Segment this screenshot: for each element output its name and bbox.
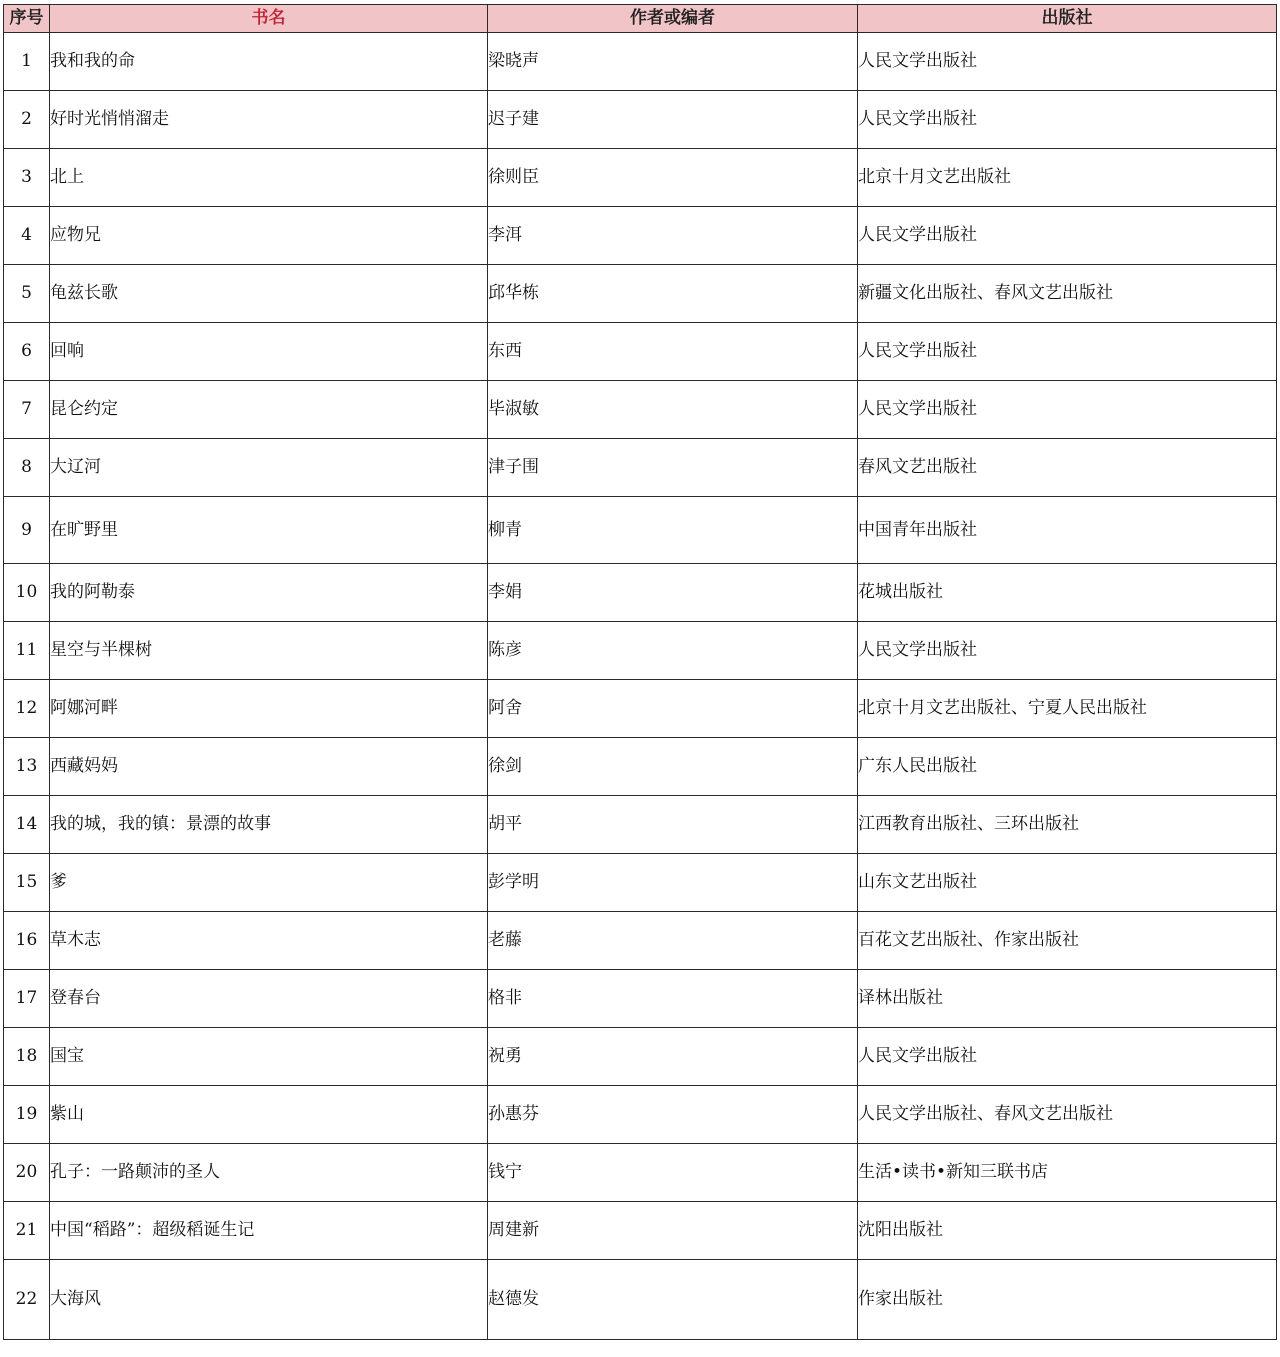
- table-row[interactable]: [4, 622, 1277, 680]
- cell-index[interactable]: 1: [4, 33, 50, 91]
- book-list-table: [3, 4, 1277, 1340]
- cell-title[interactable]: 我和我的命: [50, 33, 488, 91]
- cell-title[interactable]: 北上: [50, 149, 488, 207]
- cell-author[interactable]: 格非: [488, 970, 858, 1028]
- cell-publisher[interactable]: 江西教育出版社、三环出版社: [858, 796, 1277, 854]
- cell-author[interactable]: 阿舍: [488, 680, 858, 738]
- cell-title[interactable]: 好时光悄悄溜走: [50, 91, 488, 149]
- cell-title[interactable]: 登春台: [50, 970, 488, 1028]
- table-row[interactable]: [4, 323, 1277, 381]
- cell-author[interactable]: 梁晓声: [488, 33, 858, 91]
- header-author[interactable]: 作者或编者: [488, 5, 858, 33]
- cell-author[interactable]: 李洱: [488, 207, 858, 265]
- cell-title[interactable]: 龟兹长歌: [50, 265, 488, 323]
- cell-author[interactable]: 东西: [488, 323, 858, 381]
- cell-title[interactable]: 我的城，我的镇：景漂的故事: [50, 796, 488, 854]
- cell-index[interactable]: 7: [4, 381, 50, 439]
- cell-index[interactable]: 4: [4, 207, 50, 265]
- cell-publisher[interactable]: 人民文学出版社: [858, 33, 1277, 91]
- cell-author[interactable]: 迟子建: [488, 91, 858, 149]
- table-row[interactable]: [4, 497, 1277, 564]
- table-header: [4, 5, 1277, 33]
- cell-publisher[interactable]: 广东人民出版社: [858, 738, 1277, 796]
- cell-publisher[interactable]: 译林出版社: [858, 970, 1277, 1028]
- cell-author[interactable]: 赵德发: [488, 1260, 858, 1340]
- table-row[interactable]: [4, 1144, 1277, 1202]
- cell-publisher[interactable]: 人民文学出版社: [858, 381, 1277, 439]
- cell-author[interactable]: 周建新: [488, 1202, 858, 1260]
- table-row[interactable]: [4, 439, 1277, 497]
- cell-author[interactable]: 钱宁: [488, 1144, 858, 1202]
- table-row[interactable]: [4, 564, 1277, 622]
- cell-title[interactable]: 草木志: [50, 912, 488, 970]
- cell-author[interactable]: 老藤: [488, 912, 858, 970]
- cell-index[interactable]: 5: [4, 265, 50, 323]
- cell-index[interactable]: 12: [4, 680, 50, 738]
- table-row[interactable]: [4, 1260, 1277, 1340]
- cell-index[interactable]: 3: [4, 149, 50, 207]
- cell-title[interactable]: 大辽河: [50, 439, 488, 497]
- cell-index[interactable]: 17: [4, 970, 50, 1028]
- cell-publisher[interactable]: 沈阳出版社: [858, 1202, 1277, 1260]
- cell-author[interactable]: 李娟: [488, 564, 858, 622]
- table-row[interactable]: [4, 33, 1277, 91]
- cell-author[interactable]: 柳青: [488, 497, 858, 564]
- cell-title[interactable]: 国宝: [50, 1028, 488, 1086]
- table-row[interactable]: [4, 1202, 1277, 1260]
- cell-author[interactable]: 陈彦: [488, 622, 858, 680]
- cell-index[interactable]: 16: [4, 912, 50, 970]
- cell-publisher[interactable]: 山东文艺出版社: [858, 854, 1277, 912]
- cell-title[interactable]: 紫山: [50, 1086, 488, 1144]
- cell-index[interactable]: 21: [4, 1202, 50, 1260]
- cell-index[interactable]: 14: [4, 796, 50, 854]
- cell-title[interactable]: 西藏妈妈: [50, 738, 488, 796]
- cell-author[interactable]: 徐则臣: [488, 149, 858, 207]
- cell-index[interactable]: 10: [4, 564, 50, 622]
- cell-title[interactable]: 中国“稻路”：超级稻诞生记: [50, 1202, 488, 1260]
- table-row[interactable]: [4, 970, 1277, 1028]
- cell-publisher[interactable]: 春风文艺出版社: [858, 439, 1277, 497]
- cell-title[interactable]: 我的阿勒泰: [50, 564, 488, 622]
- table-row[interactable]: [4, 738, 1277, 796]
- cell-author[interactable]: 毕淑敏: [488, 381, 858, 439]
- cell-index[interactable]: 18: [4, 1028, 50, 1086]
- cell-author[interactable]: 徐剑: [488, 738, 858, 796]
- cell-index[interactable]: 15: [4, 854, 50, 912]
- table-row[interactable]: [4, 912, 1277, 970]
- header-title[interactable]: 书名: [50, 5, 488, 33]
- cell-publisher[interactable]: 中国青年出版社: [858, 497, 1277, 564]
- table-row[interactable]: [4, 1028, 1277, 1086]
- cell-publisher[interactable]: 花城出版社: [858, 564, 1277, 622]
- cell-publisher[interactable]: 作家出版社: [858, 1260, 1277, 1340]
- cell-index[interactable]: 13: [4, 738, 50, 796]
- cell-author[interactable]: 祝勇: [488, 1028, 858, 1086]
- table-row[interactable]: [4, 91, 1277, 149]
- cell-publisher[interactable]: 人民文学出版社: [858, 323, 1277, 381]
- cell-publisher[interactable]: 人民文学出版社: [858, 207, 1277, 265]
- cell-title[interactable]: 应物兄: [50, 207, 488, 265]
- cell-index[interactable]: 8: [4, 439, 50, 497]
- cell-index[interactable]: 11: [4, 622, 50, 680]
- cell-index[interactable]: 9: [4, 497, 50, 564]
- cell-author[interactable]: 彭学明: [488, 854, 858, 912]
- cell-title[interactable]: 昆仑约定: [50, 381, 488, 439]
- cell-author[interactable]: 邱华栋: [488, 265, 858, 323]
- table-body: [4, 33, 1277, 1340]
- cell-index[interactable]: 6: [4, 323, 50, 381]
- cell-publisher[interactable]: 生活•读书•新知三联书店: [858, 1144, 1277, 1202]
- table-row[interactable]: [4, 854, 1277, 912]
- cell-publisher[interactable]: 新疆文化出版社、春风文艺出版社: [858, 265, 1277, 323]
- cell-index[interactable]: 22: [4, 1260, 50, 1340]
- cell-author[interactable]: 胡平: [488, 796, 858, 854]
- cell-publisher[interactable]: 人民文学出版社: [858, 1028, 1277, 1086]
- cell-title[interactable]: 孔子：一路颠沛的圣人: [50, 1144, 488, 1202]
- cell-author[interactable]: 津子围: [488, 439, 858, 497]
- cell-title[interactable]: 阿娜河畔: [50, 680, 488, 738]
- cell-title[interactable]: 回响: [50, 323, 488, 381]
- cell-title[interactable]: 大海风: [50, 1260, 488, 1340]
- header-publisher[interactable]: 出版社: [858, 5, 1277, 33]
- cell-index[interactable]: 20: [4, 1144, 50, 1202]
- cell-publisher[interactable]: 百花文艺出版社、作家出版社: [858, 912, 1277, 970]
- cell-publisher[interactable]: 人民文学出版社: [858, 622, 1277, 680]
- table-row[interactable]: [4, 680, 1277, 738]
- cell-index[interactable]: 19: [4, 1086, 50, 1144]
- cell-author[interactable]: 孙惠芬: [488, 1086, 858, 1144]
- cell-title[interactable]: 爹: [50, 854, 488, 912]
- table-row[interactable]: [4, 265, 1277, 323]
- cell-publisher[interactable]: 北京十月文艺出版社、宁夏人民出版社: [858, 680, 1277, 738]
- cell-index[interactable]: 2: [4, 91, 50, 149]
- cell-title[interactable]: 在旷野里: [50, 497, 488, 564]
- table-row[interactable]: [4, 207, 1277, 265]
- table-row[interactable]: [4, 1086, 1277, 1144]
- table-row[interactable]: [4, 381, 1277, 439]
- header-index[interactable]: 序号: [4, 5, 50, 33]
- cell-publisher[interactable]: 人民文学出版社、春风文艺出版社: [858, 1086, 1277, 1144]
- table-row[interactable]: [4, 149, 1277, 207]
- table-row[interactable]: [4, 796, 1277, 854]
- cell-publisher[interactable]: 北京十月文艺出版社: [858, 149, 1277, 207]
- cell-title[interactable]: 星空与半棵树: [50, 622, 488, 680]
- cell-publisher[interactable]: 人民文学出版社: [858, 91, 1277, 149]
